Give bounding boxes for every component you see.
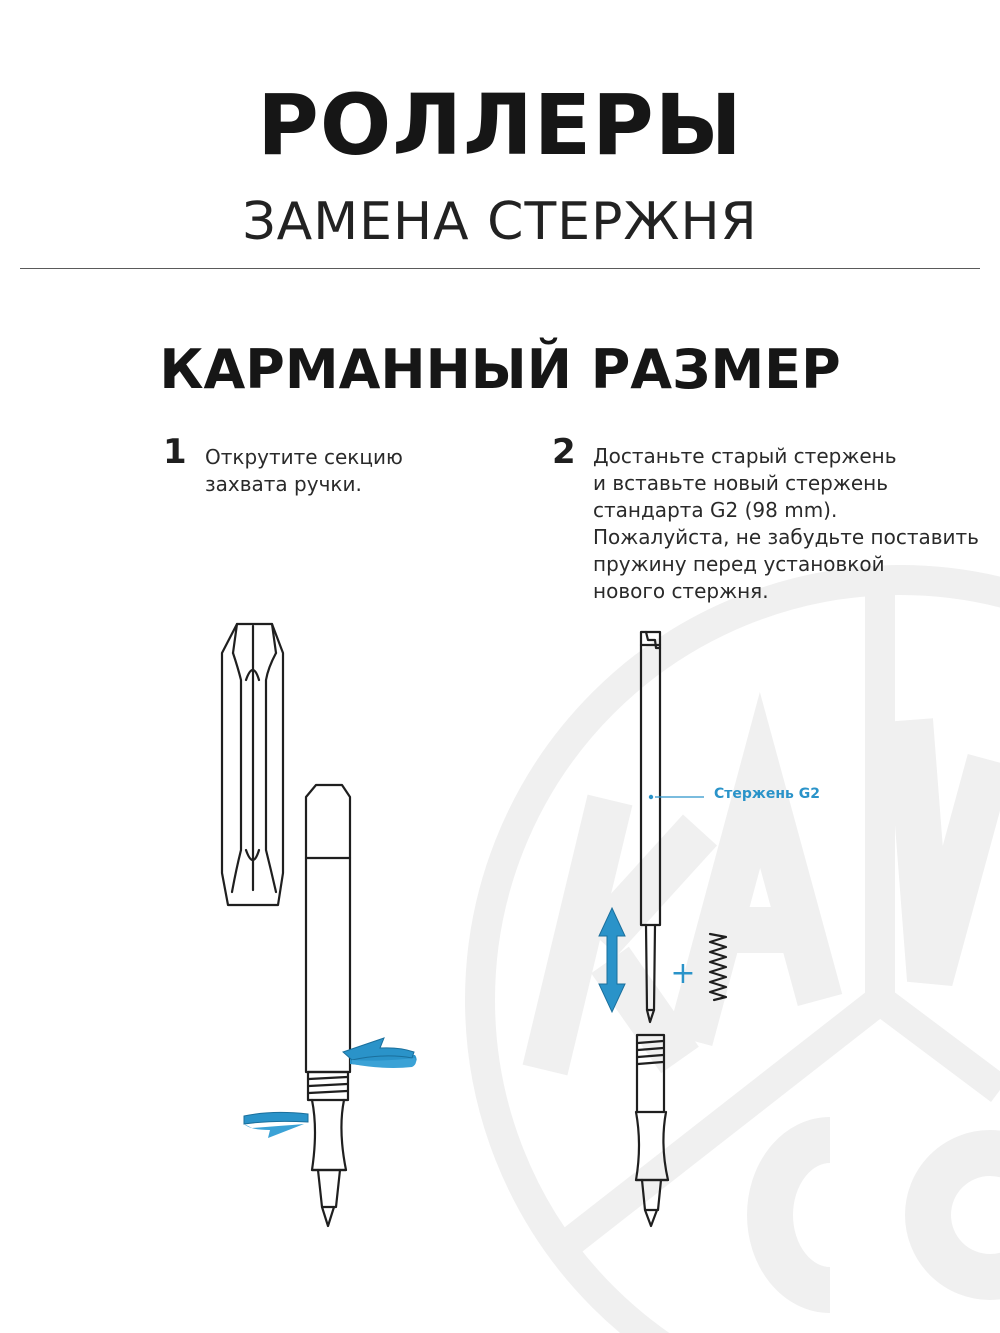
refill-label-leader <box>649 795 704 799</box>
step-2-text: Достаньте старый стержень и вставьте новый стержень стандарта G2 (98 mm). Пожалуйста, не забудьте поставить пружину перед установкой нового стержня. <box>593 444 979 603</box>
step-2-number: 2 <box>552 432 576 472</box>
pen-cap-illustration <box>222 624 283 905</box>
refill-illustration <box>641 632 660 1022</box>
page-subtitle: ЗАМЕНА СТЕРЖНЯ <box>242 192 758 252</box>
step-1-number: 1 <box>163 432 187 472</box>
step-1-text: Открутите секцию захвата ручки. <box>205 445 403 496</box>
refill-label: Стержень G2 <box>714 786 820 802</box>
rotate-arrow-top-icon <box>343 1038 417 1068</box>
section-title: КАРМАННЫЙ РАЗМЕР <box>159 338 841 401</box>
grip-section-illustration <box>636 1035 668 1226</box>
pen-body-illustration <box>306 785 350 1226</box>
page-title: РОЛЛЕРЫ <box>257 76 743 174</box>
spring-illustration <box>710 934 726 1000</box>
plus-sign: + <box>670 956 696 991</box>
rotate-arrow-bottom-icon <box>244 1112 308 1138</box>
double-arrow-icon <box>599 908 625 1012</box>
